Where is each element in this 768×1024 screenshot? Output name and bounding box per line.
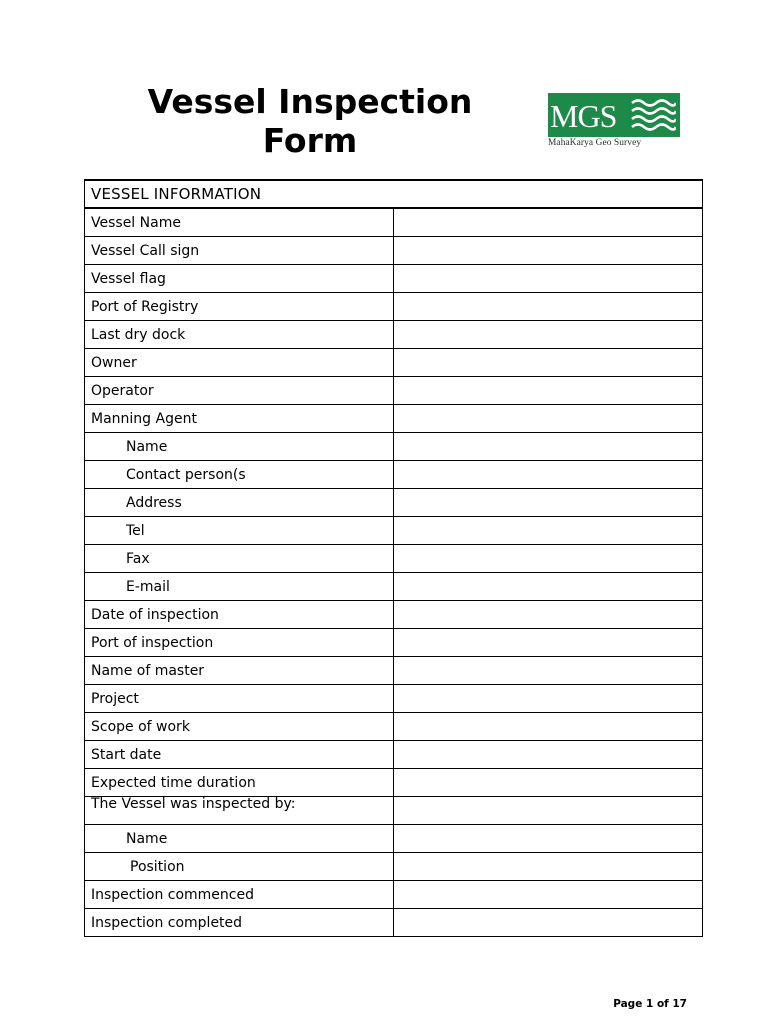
table-row: [85, 657, 703, 685]
vessel-information-table: [84, 179, 703, 937]
field-value[interactable]: [394, 293, 703, 321]
field-label: Name: [85, 433, 394, 461]
field-value[interactable]: [394, 321, 703, 349]
field-value[interactable]: [394, 853, 703, 881]
field-value[interactable]: [394, 349, 703, 377]
field-value[interactable]: [394, 237, 703, 265]
field-value[interactable]: [394, 461, 703, 489]
field-value[interactable]: [394, 573, 703, 601]
field-value[interactable]: [394, 405, 703, 433]
field-label: Vessel flag: [85, 265, 394, 293]
field-value[interactable]: [394, 629, 703, 657]
logo-caption: MahaKarya Geo Survey: [548, 138, 642, 148]
table-row: [85, 825, 703, 853]
field-value[interactable]: [394, 797, 703, 825]
field-value[interactable]: [394, 713, 703, 741]
field-label: Port of Registry: [85, 293, 394, 321]
field-label: Vessel Name: [85, 208, 394, 237]
field-label: Inspection completed: [85, 909, 394, 937]
table-header-row: [85, 180, 703, 208]
logo-letters: MGS: [550, 98, 617, 134]
field-label: Name of master: [85, 657, 394, 685]
field-label: Operator: [85, 377, 394, 405]
field-value[interactable]: [394, 741, 703, 769]
table-row: [85, 881, 703, 909]
table-row: [85, 769, 703, 797]
field-value[interactable]: [394, 489, 703, 517]
field-label: Date of inspection: [85, 601, 394, 629]
field-value[interactable]: [394, 433, 703, 461]
table-row: [85, 265, 703, 293]
field-label: Name: [85, 825, 394, 853]
field-label: Inspection commenced: [85, 881, 394, 909]
table-row: [85, 208, 703, 237]
field-value[interactable]: [394, 517, 703, 545]
table-row: [85, 405, 703, 433]
section-header: VESSEL INFORMATION: [85, 180, 703, 208]
table-row: [85, 545, 703, 573]
company-logo: [548, 93, 680, 153]
table-row: [85, 237, 703, 265]
table-row: [85, 629, 703, 657]
field-value[interactable]: [394, 769, 703, 797]
field-label: Vessel Call sign: [85, 237, 394, 265]
table-row: [85, 517, 703, 545]
field-label-cell: [85, 797, 394, 825]
table-row: [85, 461, 703, 489]
field-value[interactable]: [394, 265, 703, 293]
field-label: Last dry dock: [85, 321, 394, 349]
field-label: Manning Agent: [85, 405, 394, 433]
field-label: E-mail: [85, 573, 394, 601]
field-value[interactable]: [394, 545, 703, 573]
field-label: Fax: [85, 545, 394, 573]
table-row: [85, 573, 703, 601]
field-value[interactable]: [394, 657, 703, 685]
table-row: [85, 853, 703, 881]
page-number: Page 1 of 17: [613, 998, 687, 1010]
field-label: The Vessel was inspected by:: [91, 797, 296, 812]
field-value[interactable]: [394, 909, 703, 937]
logo-box: [548, 93, 680, 137]
table-row: [85, 601, 703, 629]
field-label: Tel: [85, 517, 394, 545]
table-row: [85, 293, 703, 321]
field-label: Port of inspection: [85, 629, 394, 657]
field-label: Owner: [85, 349, 394, 377]
table-row: [85, 741, 703, 769]
waves-icon: [630, 97, 676, 133]
field-value[interactable]: [394, 377, 703, 405]
table-row: [85, 433, 703, 461]
table-row: [85, 377, 703, 405]
table-row: [85, 349, 703, 377]
field-label: Contact person(s: [85, 461, 394, 489]
field-label: Project: [85, 685, 394, 713]
field-value[interactable]: [394, 685, 703, 713]
table-row: [85, 797, 703, 825]
table-row: [85, 685, 703, 713]
field-value[interactable]: [394, 825, 703, 853]
form-title: Vessel Inspection Form: [147, 82, 473, 160]
table-row: [85, 909, 703, 937]
field-value[interactable]: [394, 601, 703, 629]
table-row: [85, 321, 703, 349]
field-label: Address: [85, 489, 394, 517]
table-row: [85, 489, 703, 517]
field-value[interactable]: [394, 881, 703, 909]
field-label: Scope of work: [85, 713, 394, 741]
field-label: Start date: [85, 741, 394, 769]
table-row: [85, 713, 703, 741]
field-label: Position: [85, 853, 394, 881]
field-value[interactable]: [394, 208, 703, 237]
field-label: Expected time duration: [85, 769, 394, 797]
